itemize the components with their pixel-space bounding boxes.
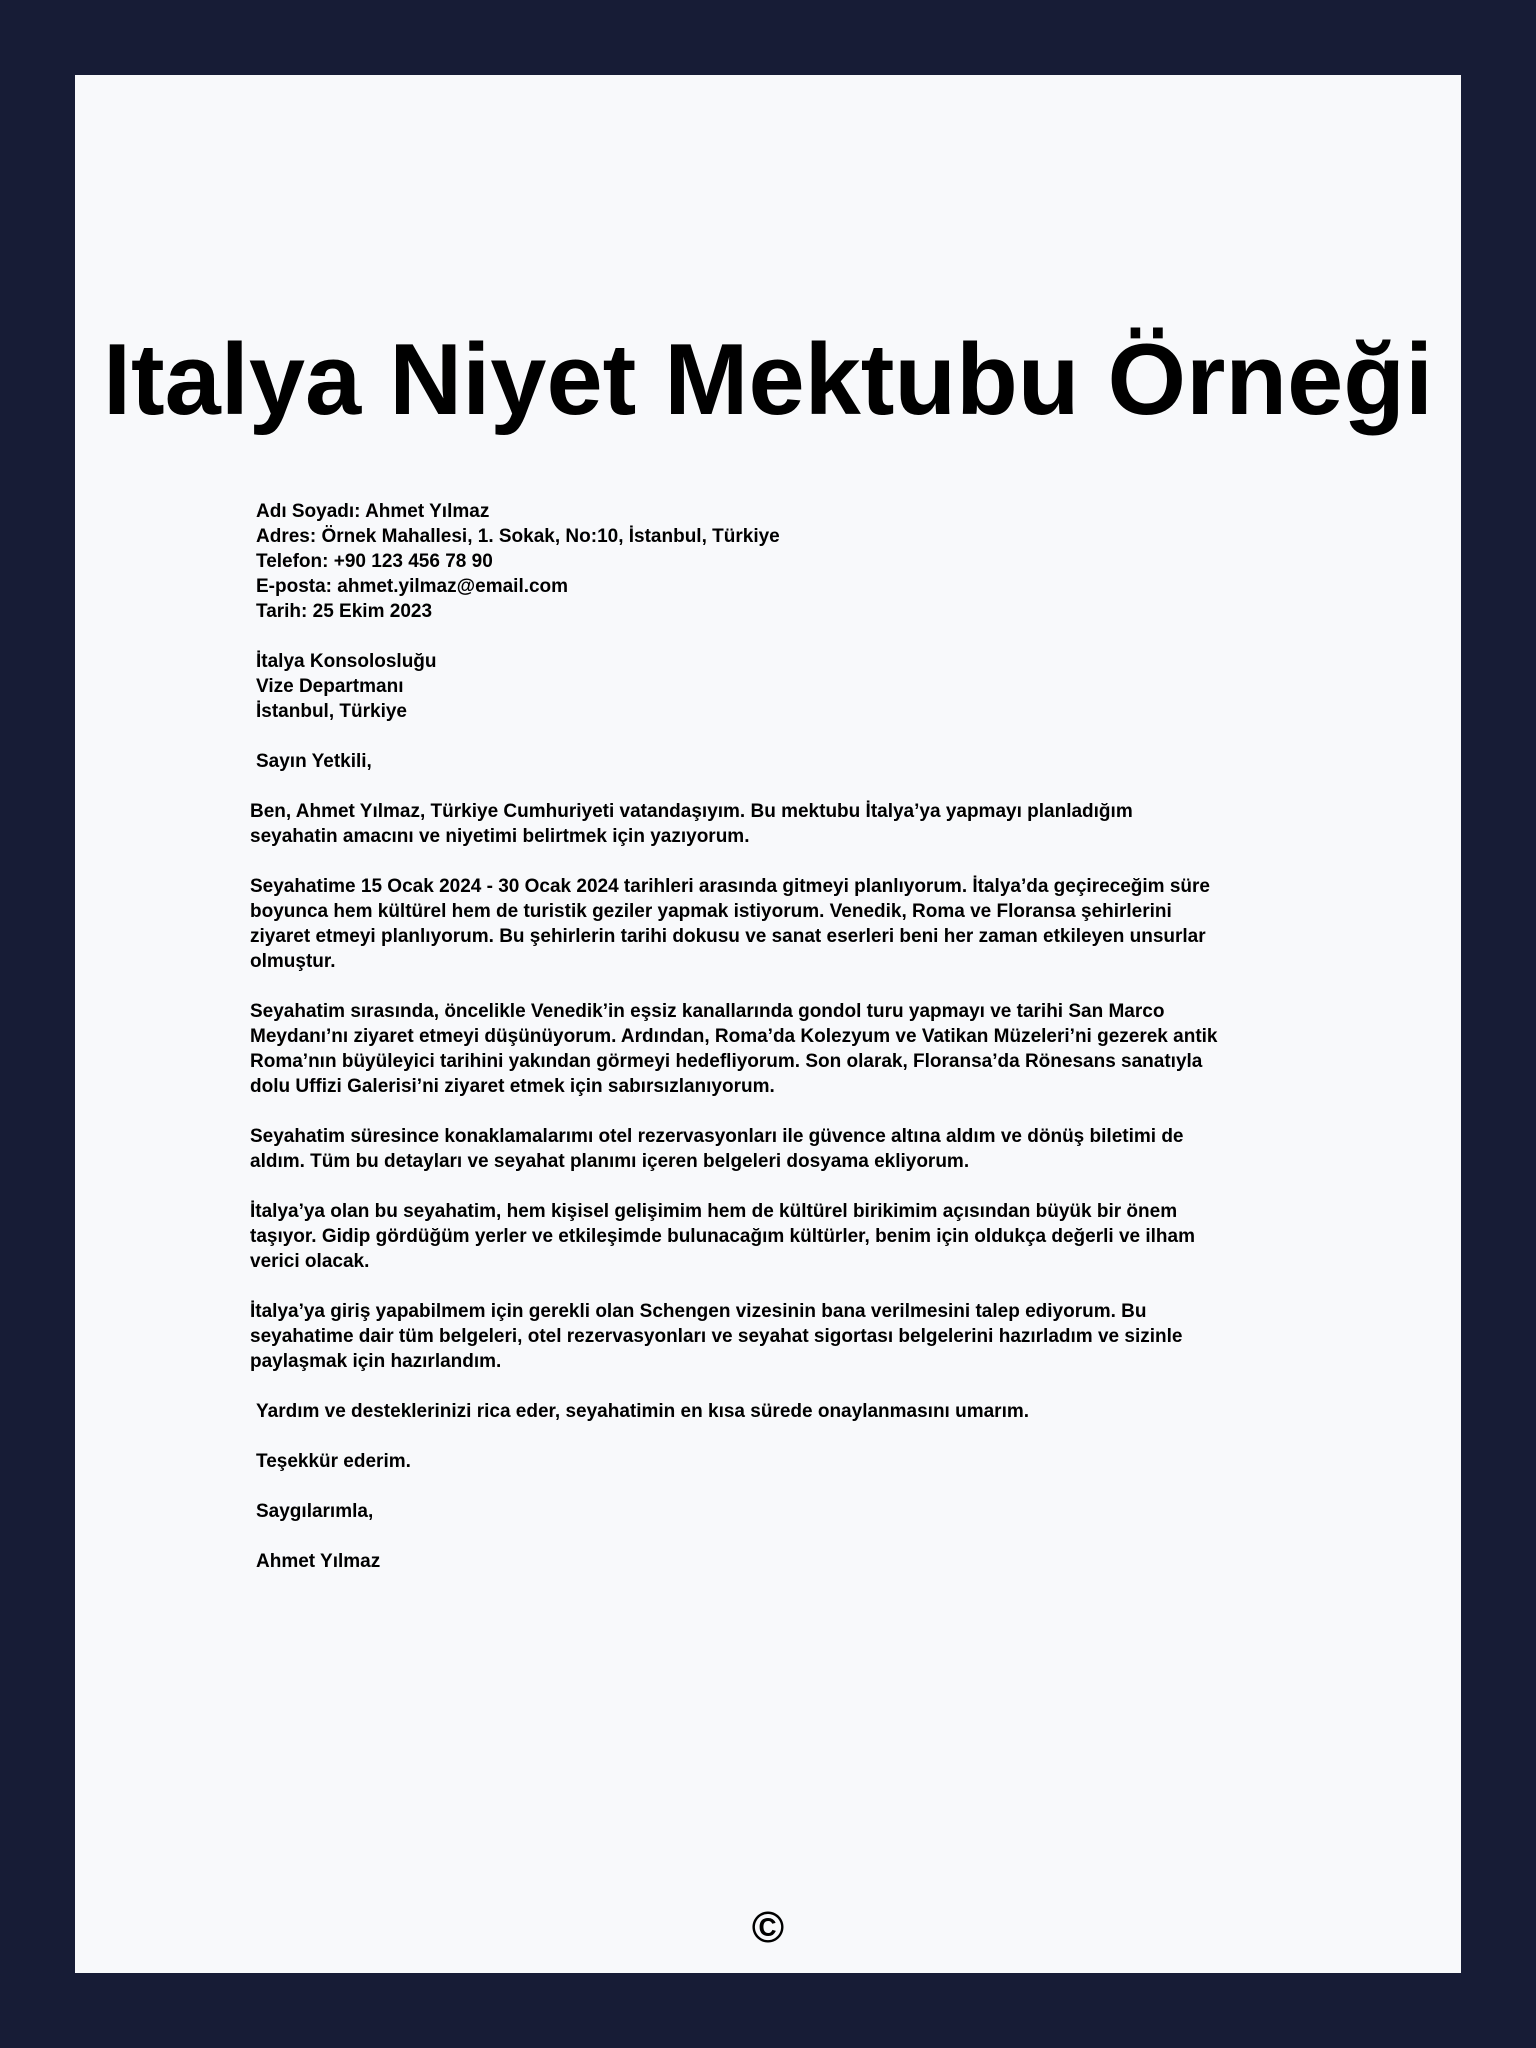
sender-email: E-posta: ahmet.yilmaz@email.com (256, 576, 569, 597)
paragraphs (250, 799, 1310, 1374)
paragraph-line: dolu Uffizi Galerisi’ni ziyaret etmek için sabırsızlanıyorum. (250, 1076, 775, 1097)
recipient-info (250, 649, 1310, 724)
sender-name: Adı Soyadı: Ahmet Yılmaz (256, 501, 490, 522)
paragraph-line: olmuştur. (250, 951, 336, 972)
recipient-line: Vize Departmanı (256, 676, 404, 697)
request-line: Yardım ve desteklerinizi rica eder, seyahatimin en kısa sürede onaylanmasını umarım. (256, 1401, 1030, 1422)
page-title: Italya Niyet Mektubu Örneği (102, 324, 1434, 436)
thanks-line: Teşekkür ederim. (256, 1451, 411, 1472)
paragraph-line: İtalya’ya giriş yapabilmem için gerekli olan Schengen vizesinin bana verilmesini talep ediyorum. Bu (250, 1301, 1147, 1322)
paragraph-line: seyahatin amacını ve niyetimi belirtmek için yazıyorum. (250, 826, 750, 847)
recipient-line: İstanbul, Türkiye (256, 701, 407, 722)
sender-phone: Telefon: +90 123 456 78 90 (256, 551, 493, 572)
recipient-line: İtalya Konsolosluğu (256, 651, 437, 672)
sender-info (250, 499, 1310, 624)
paragraph-line: paylaşmak için hazırlandım. (250, 1351, 502, 1372)
paragraph-line: İtalya’ya olan bu seyahatim, hem kişisel gelişimim hem de kültürel birikimim açısından büyük bir önem (250, 1201, 1178, 1222)
salutation: Sayın Yetkili, (256, 751, 372, 772)
signature: Ahmet Yılmaz (256, 1551, 381, 1572)
paragraph-line: ziyaret etmeyi planlıyorum. Bu şehirlerin tarihi dokusu ve sanat eserleri beni her zaman etkileyen unsurlar (250, 926, 1206, 947)
body-paragraph (250, 999, 1310, 1099)
copyright-icon: © (751, 1903, 785, 1952)
paragraph-line: boyunca hem kültürel hem de turistik geziler yapmak istiyorum. Venedik, Roma ve Floransa şehirlerini (250, 901, 1172, 922)
paragraph-line: Meydanı’nı ziyaret etmeyi düşünüyorum. Ardından, Roma’da Kolezyum ve Vatikan Müzeleri’ni gezerek antik (250, 1026, 1218, 1047)
body-paragraph (250, 1199, 1310, 1274)
body-paragraph (250, 874, 1310, 974)
body-paragraph (250, 1124, 1310, 1174)
body-paragraph (250, 799, 1310, 849)
paragraph-line: taşıyor. Gidip gördüğüm yerler ve etkileşimde bulunacağım kültürler, benim için oldukça değerli ve ilham (250, 1226, 1195, 1247)
letter-body (250, 499, 1310, 1599)
paragraph-line: verici olacak. (250, 1251, 370, 1272)
paragraph-line: Seyahatim sırasında, öncelikle Venedik’in eşsiz kanallarında gondol turu yapmayı ve tarihi San Marco (250, 1001, 1165, 1022)
paragraph-line: Seyahatim süresince konaklamalarımı otel rezervasyonları ile güvence altına aldım ve dönüş biletimi de (250, 1126, 1184, 1147)
paragraph-line: Seyahatime 15 Ocak 2024 - 30 Ocak 2024 tarihleri arasında gitmeyi planlıyorum. İtalya’da geçireceğim süre (250, 876, 1210, 897)
paragraph-line: seyahatime dair tüm belgeleri, otel rezervasyonları ve seyahat sigortası belgelerini hazırladım ve sizinle (250, 1326, 1183, 1347)
paragraph-line: Roma’nın büyüleyici tarihini yakından görmeyi hedefliyorum. Son olarak, Floransa’da Rönesans sanatıyla (250, 1051, 1203, 1072)
paragraph-line: Ben, Ahmet Yılmaz, Türkiye Cumhuriyeti vatandaşıyım. Bu mektubu İtalya’ya yapmayı planladığım (250, 801, 1133, 822)
letter-date: Tarih: 25 Ekim 2023 (256, 601, 433, 622)
closing-line: Saygılarımla, (256, 1501, 374, 1522)
sender-address: Adres: Örnek Mahallesi, 1. Sokak, No:10, İstanbul, Türkiye (256, 526, 780, 547)
letter-page (75, 75, 1461, 1973)
body-paragraph (250, 1299, 1310, 1374)
paragraph-line: aldım. Tüm bu detayları ve seyahat planımı içeren belgeleri dosyama ekliyorum. (250, 1151, 970, 1172)
